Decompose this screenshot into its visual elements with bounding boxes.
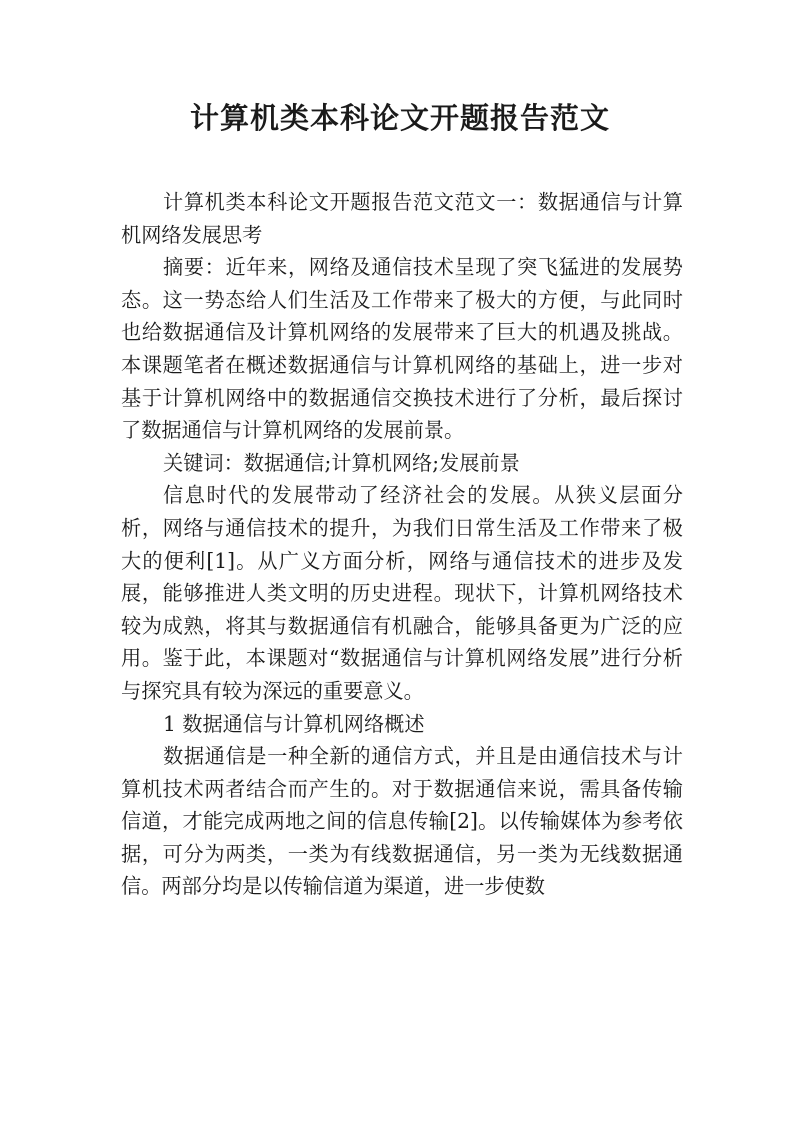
section-heading: 1 数据通信与计算机网络概述 xyxy=(163,711,425,736)
document-body xyxy=(121,186,683,903)
paragraph-section-1: 数据通信是一种全新的通信方式，并且是由通信技术与计算机技术两者结合而产生的。对于数据通信来说，需具备传输信道，才能完成两地之间的信息传输[2]。以传输媒体为参考依据，可分为两类，一类为有线数据通信，另一类为无线数据通信。两部分均是以传输信道为渠道，进一步使数 xyxy=(121,744,683,899)
document-title: 计算机类本科论文开题报告范文 xyxy=(189,101,610,135)
paragraph-introduction: 信息时代的发展带动了经济社会的发展。从狭义层面分析，网络与通信技术的提升，为我们日常生活及工作带来了极大的便利[1]。从广义方面分析，网络与通信技术的进步及发展，能够推进人类文明的历史进程。现状下，计算机网络技术较为成熟，将其与数据通信有机融合，能够具备更为广泛的应用。鉴于此，本课题对“数据通信与计算机网络发展”进行分析与探究具有较为深远的重要意义。 xyxy=(121,483,683,703)
paragraph-abstract: 摘要：近年来，网络及通信技术呈现了突飞猛进的发展势态。这一势态给人们生活及工作带来了极大的方便，与此同时也给数据通信及计算机网络的发展带来了巨大的机遇及挑战。本课题笔者在概述数据通信与计算机网络的基础上，进一步对基于计算机网络中的数据通信交换技术进行了分析，最后探讨了数据通信与计算机网络的发展前景。 xyxy=(121,255,683,443)
paragraph-keywords: 关键词：数据通信;计算机网络;发展前景 xyxy=(163,450,520,475)
paragraph-heading-line: 计算机类本科论文开题报告范文范文一：数据通信与计算机网络发展思考 xyxy=(121,190,683,247)
